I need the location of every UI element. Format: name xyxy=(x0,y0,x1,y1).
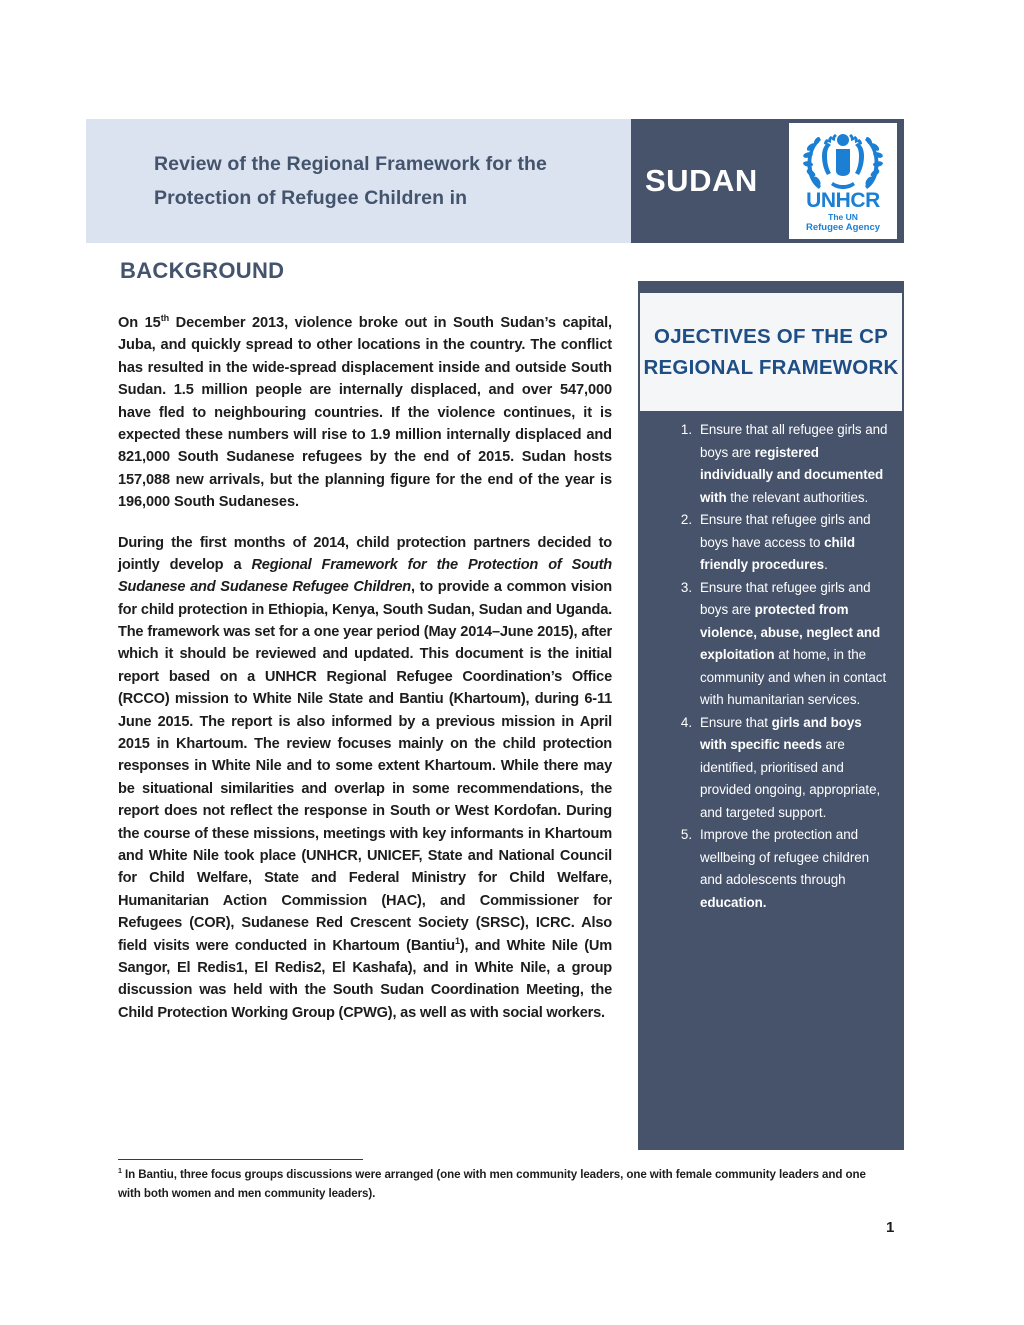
list-item-text-plain1: Ensure that all refugee girls and boys are xyxy=(700,422,888,460)
document-title: Review of the Regional Framework for the Protection of Refugee Children in xyxy=(154,152,547,209)
list-item-text-bold: protected from violence, abuse, neglect and exploitation xyxy=(700,602,881,663)
list-item xyxy=(680,419,888,509)
paragraph-2 xyxy=(118,532,612,1025)
list-item-text-plain1: Ensure that refugee girls and boys have access to xyxy=(700,512,871,550)
footnote-text: In Bantiu, three focus groups discussions were arranged (one with men community leaders, one with female community leaders and one with both women and men community leaders). xyxy=(118,1168,866,1200)
footnote-separator xyxy=(118,1159,363,1160)
list-item-text-plain1: Ensure that xyxy=(700,714,772,730)
country-name: SUDAN xyxy=(645,163,758,198)
list-item-number: 5. xyxy=(680,827,692,843)
list-item xyxy=(680,712,888,825)
page-number: 1 xyxy=(886,1219,895,1236)
list-item-text-plain2: at home, in the community and when in contact with humanitarian services. xyxy=(700,647,887,708)
list-item-number: 3. xyxy=(680,579,692,595)
document-header xyxy=(86,119,904,243)
paragraph-1 xyxy=(118,312,612,514)
paragraph-2-text-part3: ), and White Nile (Um Sangor, El Redis1, El Redis2, El Kashafa), and in White Nile, a group discussion was held with the South Sudan Coordination Meeting, the Child Protection Working Group (CPWG), as well as with social workers. xyxy=(118,937,612,1021)
list-item-text-plain1: Ensure that refugee girls and boys are xyxy=(700,579,871,618)
unhcr-logo xyxy=(789,123,897,239)
paragraph-2-text-part2: , to provide a common vision for child protection in Ethiopia, Kenya, South Sudan, Sudan and Uganda. The framework was set for a one year period (May 2014–June 2015), after which it should be reviewed and updated. This document is the initial report based on a UNHCR Regional Refugee Coordination’s Office (RCCO) mission to White Nile State and Bantiu (Khartoum), during 6-11 June 2015. The report is also informed by a previous mission in April 2015 in Khartoum. The review focuses mainly on the child protection responses in White Nile and to some extent Khartoum. While there may be situational similarities and overlap in some recommendations, the report does not reflect the response in South or West Kordofan. During the course of these missions, meetings with key informants in Khartoum and White Nile took place (UNHCR, UNICEF, State and National Council for Child Welfare, State and Federal Ministry for Child Welfare, Humanitarian Action Commission (HAC), and Commissioner for Refugees (COR), Sudanese Red Crescent Society (SRSC), ICRC. Also field visits were conducted in Khartoum (Bantiu xyxy=(118,579,613,954)
list-item-text-plain2: are identified, prioritised and provided ongoing, appropriate, and targeted support. xyxy=(700,737,881,820)
list-item-text-plain1: Improve the protection and wellbeing of refugee children and adolescents through xyxy=(700,827,870,888)
list-item-text-bold: education. xyxy=(700,894,767,910)
sidebar-heading-text: OJECTIVES OF THE CP REGIONAL FRAMEWORK xyxy=(643,324,899,379)
sidebar-top-bar xyxy=(638,281,904,291)
paragraph-1-text-part2: December 2013, violence broke out in South Sudan’s capital, Juba, and quickly spread to other locations in the country. The conflict has resulted in the wide-spread displacement inside and outside South Sudan. 1.5 million people are internally displaced, and over 547,000 have fled to neighbouring countries. If the violence continues, it is expected these numbers will rise to 1.9 million internally displaced and 821,000 South Sudanese refugees by the end of 2015. Sudan hosts 157,088 new arrivals, but the planning figure for the end of the year is 196,000 South Sudaneses. xyxy=(118,315,612,511)
list-item-number: 4. xyxy=(680,714,692,730)
list-item-number: 1. xyxy=(680,422,692,437)
list-item-text-bold: registered individually and documented with xyxy=(700,444,884,505)
list-item-text-plain2: . xyxy=(824,557,828,573)
unhcr-wordmark: UNHCR xyxy=(806,189,880,212)
list-item xyxy=(680,509,888,577)
paragraph-2-text-part1: During the first months of 2014, child protection partners decided to jointly develop a xyxy=(118,534,612,573)
unhcr-tagline-line2: Refugee Agency xyxy=(805,221,881,233)
footnote-reference[interactable]: 1 xyxy=(455,935,460,946)
objectives-list xyxy=(638,419,904,914)
footnote xyxy=(118,1166,886,1204)
unhcr-emblem-icon xyxy=(797,127,889,189)
unhcr-tagline-line1: The UN xyxy=(828,212,858,222)
framework-title-italic: Regional Framework for the Protection of South Sudanese and Sudanese Refugee Children xyxy=(118,556,612,596)
header-logo-band xyxy=(782,119,904,243)
ordinal-superscript: th xyxy=(160,313,170,324)
paragraph-1-text-part1: On 15 xyxy=(118,315,161,331)
footnote-marker: 1 xyxy=(118,1166,122,1176)
list-item xyxy=(680,577,888,712)
section-heading-background: BACKGROUND xyxy=(120,258,285,283)
list-item-text-bold: girls and boys with specific needs xyxy=(700,714,862,753)
list-item-text-bold: child friendly procedures xyxy=(700,534,856,573)
objectives-sidebar xyxy=(638,281,904,1150)
list-item xyxy=(680,824,888,914)
list-item-number: 2. xyxy=(680,512,692,528)
list-item-text-plain2: the relevant authorities. xyxy=(726,489,869,505)
sidebar-heading-box xyxy=(640,293,902,411)
header-country-band xyxy=(631,119,782,243)
main-text-column xyxy=(118,312,612,1042)
header-title-band xyxy=(86,119,631,243)
